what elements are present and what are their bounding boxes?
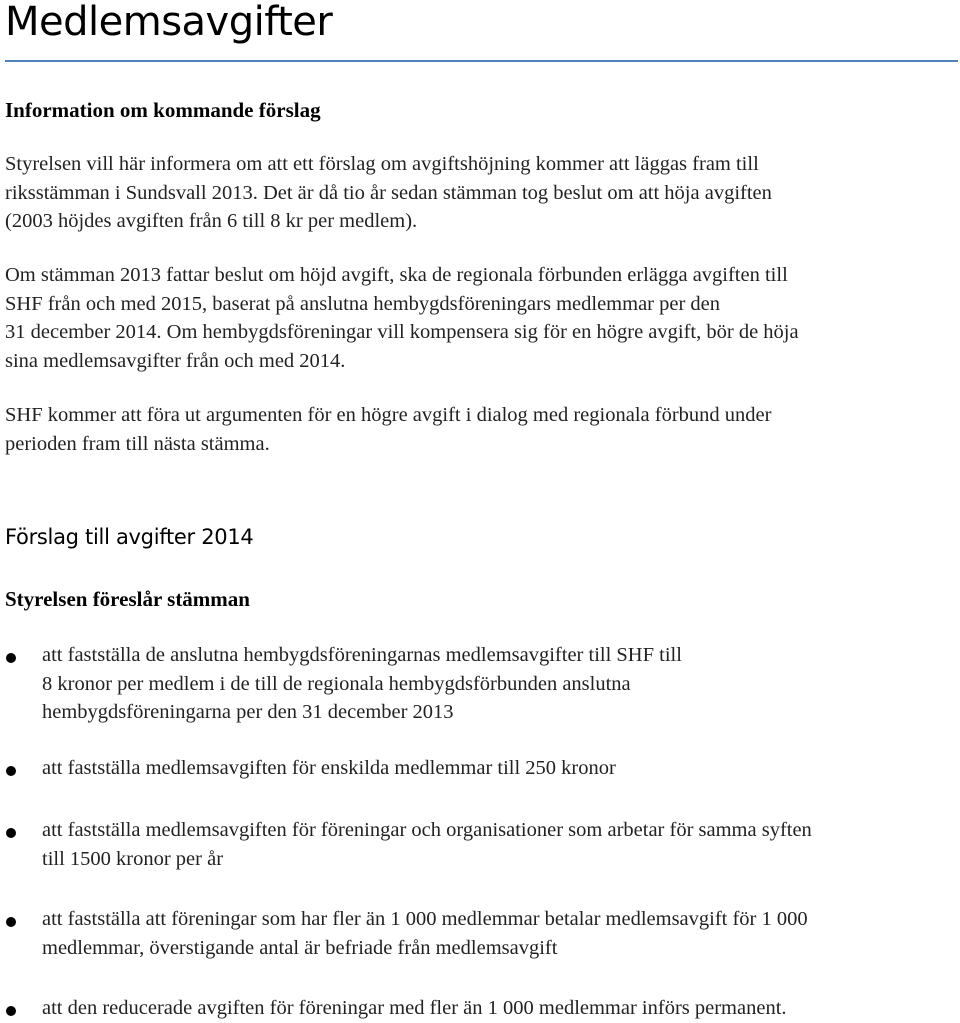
proposal-subheading: Styrelsen föreslår stämman: [5, 587, 250, 611]
list-item-line: att fastställa att föreningar som har fler än 1 000 medlemmar betalar medlemsavgift för 1 000: [42, 908, 808, 930]
list-item-text: [42, 641, 682, 727]
paragraph-line: riksstämman i Sundsvall 2013. Det är då tio år sedan stämman tog beslut om att höja avgiften: [5, 181, 772, 204]
list-item-line: att den reducerade avgiften för föreningar med fler än 1 000 medlemmar införs permanent.: [42, 997, 787, 1019]
paragraph-intro: [5, 150, 955, 236]
paragraph-decision: [5, 261, 955, 375]
page-title: Medlemsavgifter: [5, 0, 333, 45]
bullet-icon: [6, 828, 16, 838]
paragraph-line: (2003 höjdes avgiften från 6 till 8 kr per medlem).: [5, 210, 418, 232]
list-item-text: [42, 994, 787, 1023]
bullet-icon: [6, 766, 16, 776]
list-item-line: att fastställa medlemsavgiften för föreningar och organisationer som arbetar för samma syften: [42, 819, 812, 841]
list-item-line: att fastställa medlemsavgiften för enskilda medlemmar till 250 kronor: [42, 757, 616, 779]
list-item-text: [42, 754, 616, 783]
paragraph-line: perioden fram till nästa stämma.: [5, 432, 270, 455]
paragraph-line: SHF från och med 2015, baserat på anslutna hembygdsföreningars medlemmar per den: [5, 292, 721, 315]
list-item-text: [42, 905, 808, 962]
proposal-title: Förslag till avgifter 2014: [5, 525, 254, 549]
paragraph-dialog: [5, 401, 955, 458]
paragraph-line: SHF kommer att föra ut argumenten för en högre avgift i dialog med regionala förbund under: [5, 404, 772, 426]
info-heading: Information om kommande förslag: [5, 98, 321, 122]
paragraph-line: 31 december 2014. Om hembygdsföreningar vill kompensera sig för en högre avgift, bör de höja: [5, 321, 799, 343]
bullet-icon: [6, 1006, 16, 1016]
list-item-line: att fastställa de anslutna hembygdsföreningarnas medlemsavgifter till SHF till: [42, 644, 682, 666]
title-underline: [5, 60, 958, 62]
bullet-icon: [6, 917, 16, 927]
list-item-line: medlemmar, överstigande antal är befriade från medlemsavgift: [42, 936, 558, 959]
list-item-line: 8 kronor per medlem i de till de regionala hembygdsförbunden anslutna: [42, 672, 631, 695]
list-item-text: [42, 816, 812, 873]
paragraph-line: Om stämman 2013 fattar beslut om höjd avgift, ska de regionala förbunden erlägga avgiften till: [5, 264, 788, 286]
list-item-line: till 1500 kronor per år: [42, 847, 224, 870]
bullet-icon: [6, 653, 16, 663]
list-item-line: hembygdsföreningarna per den 31 december 2013: [42, 701, 454, 723]
paragraph-line: Styrelsen vill här informera om att ett förslag om avgiftshöjning kommer att läggas fram till: [5, 153, 759, 175]
paragraph-line: sina medlemsavgifter från och med 2014.: [5, 349, 346, 372]
